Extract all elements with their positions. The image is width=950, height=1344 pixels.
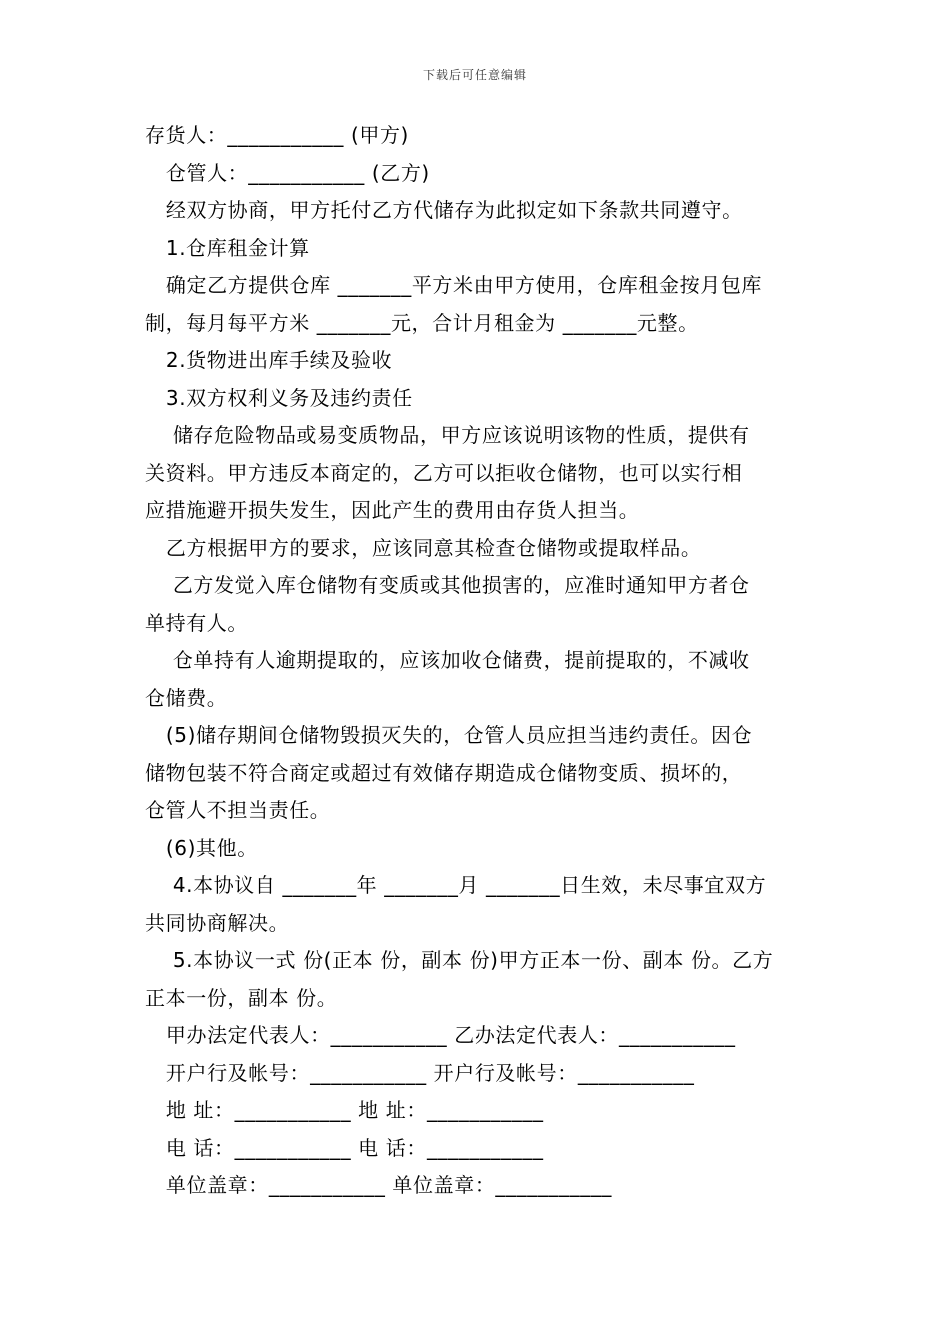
- section-4-line: 4.本协议自 _______年 _______月 _______日生效，未尽事宜双方: [145, 873, 767, 897]
- paragraph-line: 乙方发觉入库仓储物有变质或其他损害的，应准时通知甲方者仓: [145, 573, 750, 597]
- signature-phone-line: 电 话：___________ 电 话：___________: [145, 1135, 544, 1160]
- paragraph-line: (6)其他。: [145, 835, 258, 860]
- signature-address-line: 地 址：___________ 地 址：___________: [145, 1098, 544, 1122]
- paragraph-line: (5)储存期间仓储物毁损灭失的，仓管人员应担当违约责任。因仓: [145, 723, 753, 747]
- paragraph-line: 确定乙方提供仓库 _______平方米由甲方使用，仓库租金按月包库: [145, 273, 763, 297]
- paragraph-line: 应措施避开损失发生，因此产生的费用由存货人担当。: [145, 498, 640, 522]
- paragraph-line: 储物包装不符合商定或超过有效储存期造成仓储物变质、损坏的，: [145, 760, 743, 785]
- document-body: [145, 117, 810, 1205]
- warehouse-keeper-line: 仓管人：___________ (乙方): [145, 160, 430, 185]
- depositor-line: 存货人：___________ (甲方): [145, 123, 409, 147]
- paragraph-line: 共同协商解决。: [145, 910, 290, 935]
- paragraph-line: 正本一份，副本 份。: [145, 985, 338, 1010]
- section-2-heading: 2.货物进出库手续及验收: [145, 348, 393, 372]
- paragraph-line: 关资料。甲方违反本商定的，乙方可以拒收仓储物，也可以实行相: [145, 460, 743, 485]
- paragraph-line: 仓管人不担当责任。: [145, 798, 331, 822]
- paragraph-line: 储存危险物品或易变质物品，甲方应该说明该物的性质，提供有: [145, 423, 750, 447]
- paragraph-line: 制，每月每平方米 _______元，合计月租金为 _______元整。: [145, 310, 699, 335]
- paragraph-line: 仓储费。: [145, 685, 228, 710]
- paragraph-line: 乙方根据甲方的要求，应该同意其检查仓储物或提取样品。: [145, 535, 702, 560]
- section-1-heading: 1.仓库租金计算: [145, 235, 310, 260]
- signature-seal-line: 单位盖章：___________ 单位盖章：___________: [145, 1173, 613, 1197]
- signature-representative-line: 甲办法定代表人：___________ 乙办法定代表人：___________: [145, 1023, 736, 1047]
- page-header: 下载后可任意编辑: [422, 68, 527, 82]
- section-5-line: 5.本协议一式 份(正本 份，副本 份)甲方正本一份、副本 份。乙方: [145, 948, 774, 972]
- section-3-heading: 3.双方权利义务及违约责任: [145, 385, 413, 410]
- paragraph-line: 仓单持有人逾期提取的，应该加收仓储费，提前提取的，不减收: [145, 648, 750, 672]
- preamble-line: 经双方协商，甲方托付乙方代储存为此拟定如下条款共同遵守。: [145, 198, 743, 222]
- signature-bank-line: 开户行及帐号：___________ 开户行及帐号：___________: [145, 1060, 695, 1085]
- paragraph-line: 单持有人。: [145, 610, 248, 635]
